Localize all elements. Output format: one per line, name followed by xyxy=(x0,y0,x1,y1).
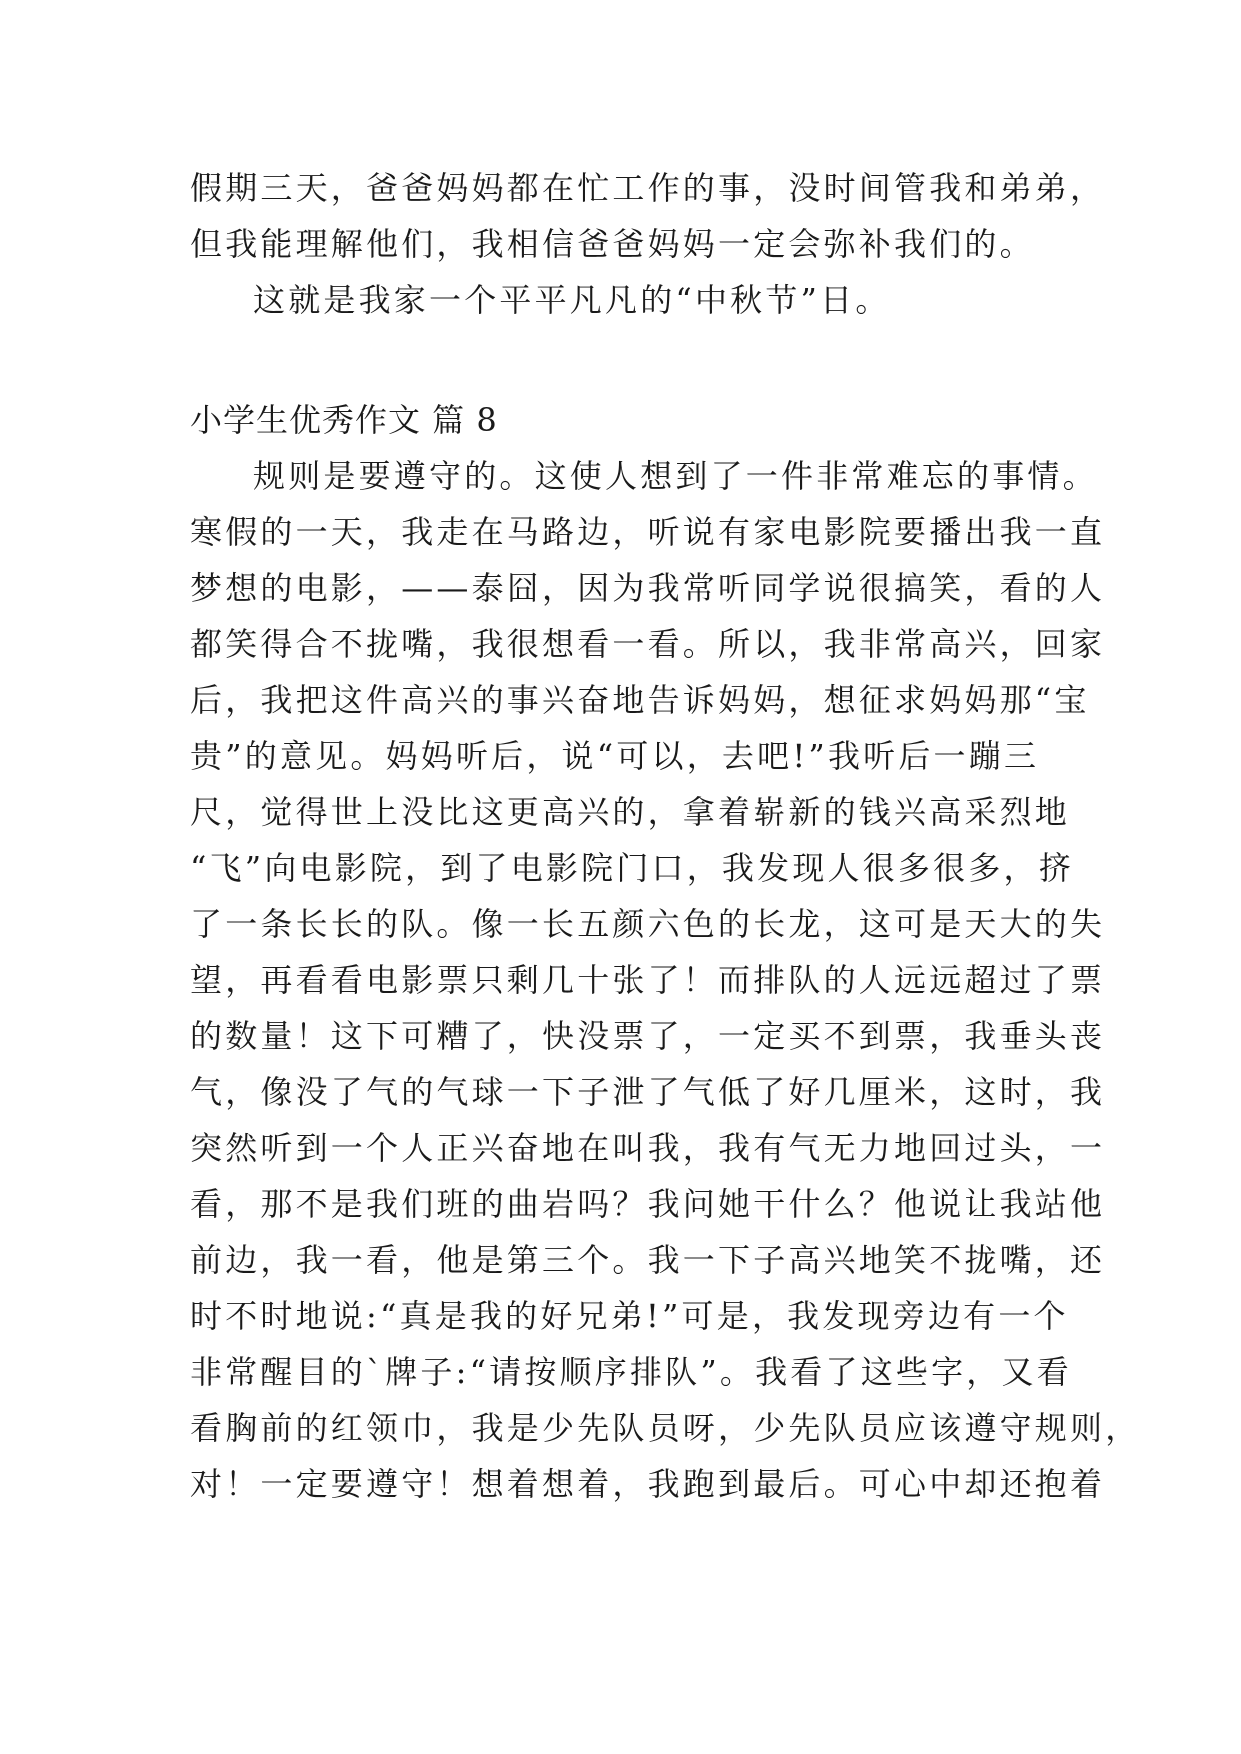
paragraph-line: 前边，我一看，他是第三个。我一下子高兴地笑不拢嘴，还 xyxy=(190,1241,1106,1279)
paragraph-line: 贵”的意见。妈妈听后，说“可以，去吧!”我听后一蹦三 xyxy=(190,737,1040,775)
paragraph-line: 突然听到一个人正兴奋地在叫我，我有气无力地回过头，一 xyxy=(190,1129,1106,1167)
paragraph-line: 假期三天，爸爸妈妈都在忙工作的事，没时间管我和弟弟， xyxy=(190,169,1106,207)
paragraph-line: 了一条长长的队。像一长五颜六色的长龙，这可是天大的失 xyxy=(190,905,1106,943)
paragraph-line: 的数量！这下可糟了，快没票了，一定买不到票，我垂头丧 xyxy=(190,1017,1106,1055)
paragraph-line: 看胸前的红领巾，我是少先队员呀，少先队员应该遵守规则， xyxy=(190,1409,1141,1447)
essay-heading: 小学生优秀作文 篇 8 xyxy=(190,401,498,439)
paragraph-line: 都笑得合不拢嘴，我很想看一看。所以，我非常高兴，回家 xyxy=(190,625,1106,663)
paragraph-line: 梦想的电影，——泰囧，因为我常听同学说很搞笑，看的人 xyxy=(190,569,1106,607)
paragraph-line: “飞”向电影院，到了电影院门口，我发现人很多很多，挤 xyxy=(190,849,1074,887)
paragraph-line: 气，像没了气的气球一下子泄了气低了好几厘米，这时，我 xyxy=(190,1073,1106,1111)
paragraph-line: 寒假的一天，我走在马路边，听说有家电影院要播出我一直 xyxy=(190,513,1106,551)
paragraph-line: 规则是要遵守的。这使人想到了一件非常难忘的事情。 xyxy=(253,457,1098,495)
paragraph-line: 这就是我家一个平平凡凡的“中秋节”日。 xyxy=(253,281,891,319)
paragraph-line: 非常醒目的`牌子:“请按顺序排队”。我看了这些字，又看 xyxy=(190,1353,1072,1391)
paragraph-line: 对！一定要遵守！想着想着，我跑到最后。可心中却还抱着 xyxy=(190,1465,1106,1503)
paragraph-line: 但我能理解他们，我相信爸爸妈妈一定会弥补我们的。 xyxy=(190,225,1035,263)
paragraph-line: 后，我把这件高兴的事兴奋地告诉妈妈，想征求妈妈那“宝 xyxy=(190,681,1090,719)
paragraph-line: 时不时地说:“真是我的好兄弟!”可是，我发现旁边有一个 xyxy=(190,1297,1069,1335)
paragraph-line: 望，再看看电影票只剩几十张了！而排队的人远远超过了票 xyxy=(190,961,1106,999)
paragraph-line: 尺，觉得世上没比这更高兴的，拿着崭新的钱兴高采烈地 xyxy=(190,793,1071,831)
paragraph-line: 看，那不是我们班的曲岩吗？我问她干什么？他说让我站他 xyxy=(190,1185,1106,1223)
